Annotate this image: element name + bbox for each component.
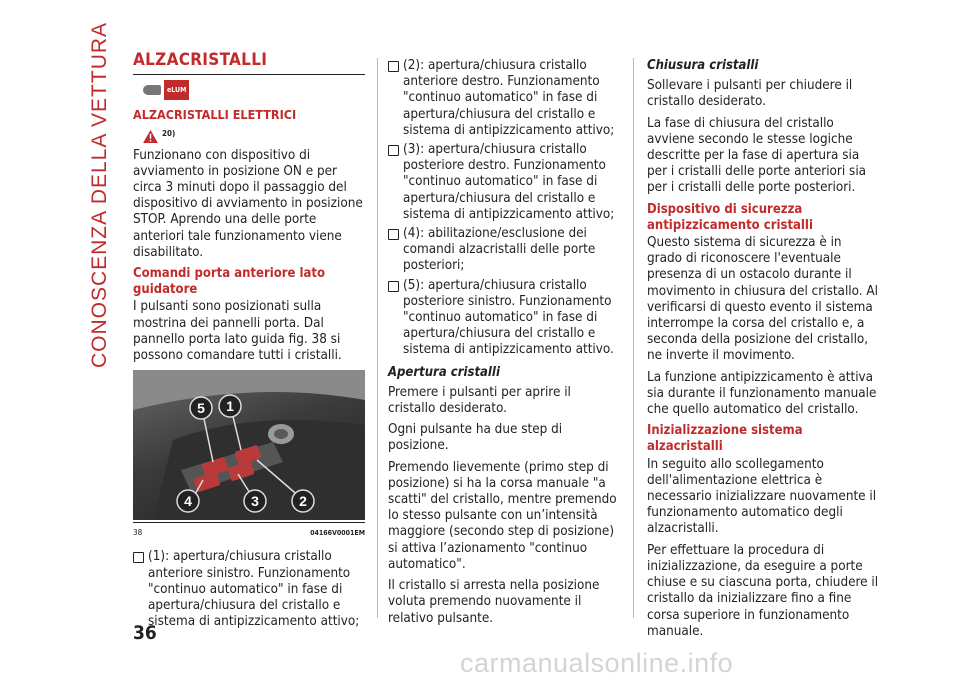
closing-p1: Sollevare i pulsanti per chiudere il cristallo desiderato. bbox=[647, 78, 853, 110]
anti-pinch-p2: La funzione antipizzicamento è attiva sia durante il funzionamento manuale che quello automatico del cristallo. bbox=[647, 369, 877, 418]
callout-5 bbox=[190, 397, 212, 419]
checkbox-bullet-icon bbox=[388, 229, 399, 240]
list-item bbox=[388, 142, 620, 223]
checkbox-bullet-icon bbox=[388, 145, 399, 156]
svg-text:2: 2 bbox=[299, 493, 307, 510]
opening-p4: Il cristallo si arresta nella posizione voluta premendo nuovamente il relativo pulsante. bbox=[388, 578, 600, 626]
list-item-text: (1): apertura/chiusura cristallo anteriore sinistro. Funzionamento "continuo automatico" in fase di apertura/chiusura del cristallo e sistema di antipizzicamento attivo; bbox=[148, 549, 360, 630]
list-item-text: (2): apertura/chiusura cristallo anteriore destro. Funzionamento "continuo automatico" in fase di apertura/chiusura del cristallo e sistema di antipizzicamento attivo; bbox=[403, 58, 615, 138]
column-2 bbox=[388, 58, 620, 632]
callout-2 bbox=[292, 490, 314, 512]
callout-3 bbox=[244, 490, 266, 512]
column-divider bbox=[633, 58, 634, 618]
opening-p1: Premere i pulsanti per aprire il cristallo desiderato. bbox=[388, 384, 571, 417]
closing-heading: Chiusura cristalli bbox=[647, 58, 759, 73]
opening-p3: Premendo lievemente (primo step di posizione) si ha la corsa manuale "a scatti" del cristallo, mentre premendo lo stesso pulsante con un’intensità maggiore (secondo step di posizione) si attiva l’azionamento "continuo automatico". bbox=[388, 459, 617, 572]
side-section-title bbox=[80, 21, 120, 369]
anti-pinch-p1: Questo sistema di sicurezza è in grado di riconoscere l'eventuale presenza di un ostacolo durante il movimento in chiusura del cristallo. Al verificarsi di questo evento il sistema interrompe la corsa del cristallo e, a seconda della posizione del cristallo, ne inverte il movimento. bbox=[647, 235, 879, 364]
figure-caption bbox=[133, 522, 365, 541]
checkbox-bullet-icon bbox=[388, 281, 399, 292]
list-item-text: (4): abilitazione/esclusione dei comandi alzacristalli delle porte posteriori; bbox=[403, 226, 596, 274]
warning-triangle-icon bbox=[143, 130, 158, 143]
svg-text:3: 3 bbox=[251, 493, 259, 510]
page-title: ALZACRISTALLI bbox=[133, 52, 365, 75]
elum-badge: eLUM bbox=[164, 80, 189, 100]
hand-pointer-icon bbox=[143, 85, 161, 95]
list-item-text: (5): apertura/chiusura cristallo posteriore sinistro. Funzionamento "continuo automatico" in fase di apertura/chiusura del cristallo e sistema di antipizzicamento attivo. bbox=[403, 277, 614, 358]
initialization-p2: Per effettuare la procedura di inizializzazione, da eseguire a porte chiuse e su ciascuna porta, chiudere il cristallo da inizializzare fino a fine corsa superiore in funzionamento manuale. bbox=[647, 542, 879, 639]
driver-controls-heading: Comandi porta anteriore lato guidatore bbox=[133, 266, 326, 298]
initialization-p1: In seguito allo scollegamento dell'alimentazione elettrica è necessario inizializzare nuovamente il funzionamento automatico degli alzacristalli. bbox=[647, 456, 877, 537]
watermark: carmanualsonline.info bbox=[460, 648, 734, 678]
checkbox-bullet-icon bbox=[388, 61, 399, 72]
checkbox-bullet-icon bbox=[133, 552, 144, 563]
anti-pinch-heading: Dispositivo di sicurezza antipizzicamento cristalli bbox=[647, 201, 813, 233]
driver-controls-paragraph: I pulsanti sono posizionati sulla mostrina dei pannelli porta. Dal pannello porta lato guida fig. 38 si possono comandare tutti i cristalli. bbox=[133, 299, 342, 364]
figure-number: 38 bbox=[133, 528, 143, 538]
list-item bbox=[388, 226, 620, 275]
column-1 bbox=[133, 52, 365, 633]
warning-ref-number: 20) bbox=[162, 129, 176, 139]
list-item bbox=[388, 278, 620, 359]
closing-p2: La fase di chiusura del cristallo avviene secondo le stesse logiche descritte per la fase di apertura sia per i cristalli delle porte anteriori sia per i cristalli delle porte posteriori. bbox=[647, 115, 867, 196]
figure-code: 04166V0001EM bbox=[310, 529, 365, 538]
door-switch-figure bbox=[133, 370, 365, 520]
svg-text:1: 1 bbox=[226, 398, 234, 415]
callout-1 bbox=[219, 395, 241, 417]
list-item bbox=[133, 549, 365, 630]
page-number: 36 bbox=[133, 622, 157, 644]
column-3 bbox=[647, 58, 879, 645]
list-item bbox=[388, 58, 620, 139]
door-switch-illustration bbox=[133, 370, 365, 520]
side-section-title-text: CONOSCENZA DELLA VETTURA bbox=[88, 21, 112, 369]
section-subtitle: ALZACRISTALLI ELETTRICI bbox=[133, 107, 297, 123]
initialization-heading: Inizializzazione sistema alzacristalli bbox=[647, 423, 803, 455]
opening-heading: Apertura cristalli bbox=[388, 364, 500, 380]
svg-text:5: 5 bbox=[197, 400, 205, 417]
svg-text:4: 4 bbox=[184, 493, 192, 510]
column-divider bbox=[377, 58, 378, 618]
list-item-text: (3): apertura/chiusura cristallo posteriore destro. Funzionamento "continuo automatico" in fase di apertura/chiusura del cristallo e sistema di antipizzicamento attivo; bbox=[403, 142, 615, 222]
callout-4 bbox=[177, 490, 199, 512]
version-badge-row bbox=[143, 81, 365, 99]
opening-p2: Ogni pulsante ha due step di posizione. bbox=[388, 422, 563, 454]
intro-paragraph: Funzionano con dispositivo di avviamento in posizione ON e per circa 3 minuti dopo il passaggio del dispositivo di avviamento in posizione STOP. Aprendo una delle porte anteriori tale funzionamento viene disabilitato. bbox=[133, 147, 363, 260]
warning-reference bbox=[143, 126, 365, 142]
